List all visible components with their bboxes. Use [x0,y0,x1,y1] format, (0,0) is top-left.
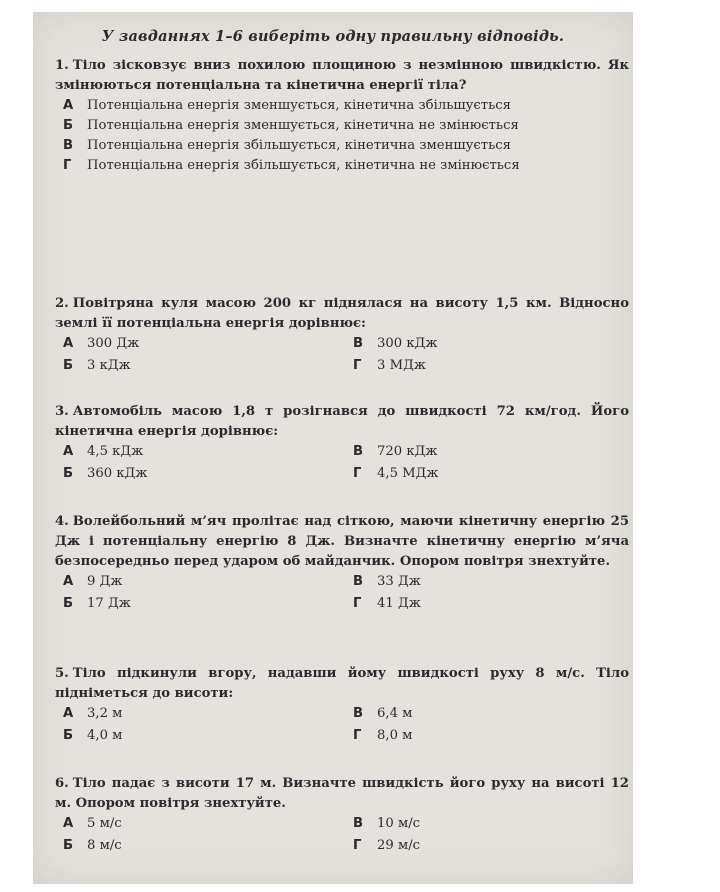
answer-option-h[interactable] [345,836,625,856]
option-text: 3 МДж [377,358,426,373]
answer-option-b[interactable] [55,594,345,614]
answer-option-a[interactable] [55,572,345,592]
answer-option-v[interactable] [345,442,625,462]
option-text: Потенціальна енергія зменшується, кінетична збільшується [87,98,511,113]
option-letter: В [353,706,364,721]
question-2 [55,294,629,376]
answer-option-a[interactable] [55,814,345,834]
option-text: 8 м/с [87,838,122,853]
question-text: Тіло падає з висоти 17 м. Визначте швидкість його руху на висоті 12 м. Опором повітря знехтуйте. [55,776,629,811]
option-text: 10 м/с [377,816,421,831]
option-text: 300 кДж [377,336,438,351]
textbook-page [33,12,633,884]
option-text: 3 кДж [87,358,131,373]
option-letter: Г [353,596,362,611]
option-letter: А [63,336,74,351]
question-4 [55,512,629,614]
option-text: 720 кДж [377,444,438,459]
answer-options [55,704,629,746]
option-text: 5 м/с [87,816,122,831]
option-letter: Б [63,728,74,743]
answer-option-v[interactable] [345,814,625,834]
answer-option-v[interactable] [345,572,625,592]
option-text: 4,0 м [87,728,123,743]
question-stem [55,664,629,704]
option-letter: В [353,816,364,831]
option-text: 4,5 МДж [377,466,439,481]
answer-option-b[interactable] [55,836,345,856]
answer-option-h[interactable] [345,726,625,746]
question-text: Автомобіль масою 1,8 т розігнався до швидкості 72 км/год. Його кінетична енергія дорівнює: [55,404,629,439]
question-6 [55,774,629,856]
question-1 [55,56,629,176]
answer-option-v[interactable] [345,334,625,354]
question-text: Тіло підкинули вгору, надавши йому швидкості руху 8 м/с. Тіло підніметься до висоти: [55,666,629,701]
option-text: 4,5 кДж [87,444,144,459]
option-letter: А [63,706,74,721]
option-text: 8,0 м [377,728,413,743]
option-text: Потенціальна енергія збільшується, кінетична не змінюється [87,158,520,173]
option-text: 6,4 м [377,706,413,721]
option-letter: В [353,444,364,459]
question-number: 6. [55,776,69,791]
question-stem [55,402,629,442]
answer-option-v[interactable] [55,136,629,156]
question-5 [55,664,629,746]
answer-option-b[interactable] [55,464,345,484]
option-letter: Г [63,158,72,173]
option-letter: Б [63,118,74,133]
option-letter: В [353,336,364,351]
option-letter: В [63,138,74,153]
answer-option-a[interactable] [55,334,345,354]
question-text: Повітряна куля масою 200 кг піднялася на висоту 1,5 км. Відносно землі її потенціальна енергія дорівнює: [55,296,629,331]
answer-option-a[interactable] [55,704,345,724]
answer-option-v[interactable] [345,704,625,724]
option-letter: В [353,574,364,589]
answer-option-h[interactable] [55,156,629,176]
option-letter: Б [63,358,74,373]
question-stem [55,294,629,334]
option-text: 29 м/с [377,838,421,853]
answer-options [55,572,629,614]
question-number: 2. [55,296,69,311]
answer-option-b[interactable] [55,726,345,746]
option-text: 360 кДж [87,466,148,481]
option-letter: А [63,574,74,589]
option-text: 17 Дж [87,596,131,611]
answer-options [55,334,629,376]
answer-option-a[interactable] [55,96,629,116]
option-text: Потенціальна енергія збільшується, кінетична зменшується [87,138,511,153]
answer-option-b[interactable] [55,116,629,136]
question-stem [55,512,629,572]
option-letter: А [63,816,74,831]
option-text: 3,2 м [87,706,123,721]
question-stem [55,774,629,814]
option-text: 33 Дж [377,574,421,589]
option-text: 300 Дж [87,336,140,351]
question-number: 3. [55,404,69,419]
option-letter: Г [353,466,362,481]
question-3 [55,402,629,484]
option-letter: Г [353,728,362,743]
option-letter: Г [353,838,362,853]
answer-option-b[interactable] [55,356,345,376]
option-letter: А [63,444,74,459]
question-text: Волейбольний м’яч пролітає над сіткою, маючи кінетичну енергію 25 Дж і потенціальну енергію 8 Дж. Визначте кінетичну енергію м’яча безпосередньо перед ударом об майданчик. Опором повітря знехтуйте. [55,514,629,569]
option-letter: Б [63,596,74,611]
option-text: 41 Дж [377,596,421,611]
question-text: Тіло зісковзує вниз похилою площиною з незмінною швидкістю. Як змінюються потенціальна та кінетична енергії тіла? [55,58,629,93]
question-stem [55,56,629,96]
option-letter: А [63,98,74,113]
answer-options [55,814,629,856]
answer-options [55,442,629,484]
question-number: 5. [55,666,69,681]
answer-option-a[interactable] [55,442,345,462]
option-letter: Б [63,838,74,853]
option-letter: Г [353,358,362,373]
instruction-heading: У завданнях 1–6 виберіть одну правильну відповідь. [101,28,565,45]
option-text: 9 Дж [87,574,123,589]
answer-option-h[interactable] [345,356,625,376]
option-letter: Б [63,466,74,481]
answer-option-h[interactable] [345,594,625,614]
option-text: Потенціальна енергія зменшується, кінетична не змінюється [87,118,519,133]
question-number: 1. [55,58,69,73]
answer-option-h[interactable] [345,464,625,484]
question-number: 4. [55,514,69,529]
